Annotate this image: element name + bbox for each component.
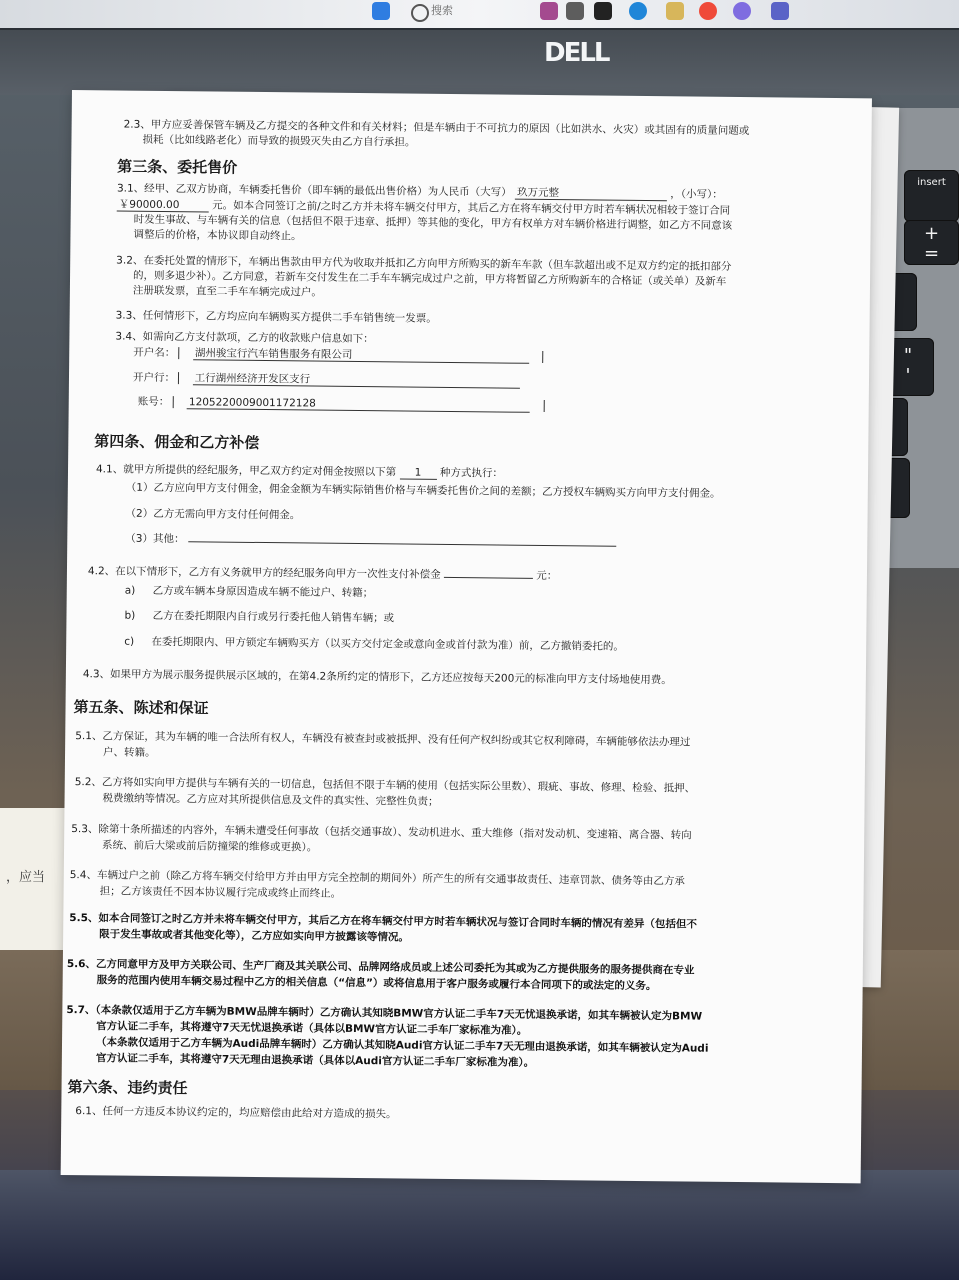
app-icon-7[interactable] <box>733 2 751 20</box>
clause-5-2-line-1: 5.2、乙方将如实向甲方提供与车辆有关的一切信息，包括但不限于车辆的使用（包括实际公里数）、瑕疵、事故、修理、检验、抵押、 <box>74 776 696 795</box>
clause-5-1-line-2: 户、转籍。 <box>103 746 156 759</box>
clause-6-1: 6.1、任何一方违反本协议约定的，均应赔偿由此给对方造成的损失。 <box>75 1105 397 1121</box>
clause-3-2-line-1: 3.2、在委托处置的情形下，车辆出售款由甲方代为收取并抵扣乙方向甲方所购买的新车车款（但车款超出或不足双方约定的抵扣部分 <box>116 254 732 273</box>
clause-4-1-line-1: 4.1、就甲方所提供的经纪服务，甲乙双方约定对佣金按照以下第 1 种方式执行： <box>95 463 503 480</box>
clause-3-1-line-4: 调整后的价格，本协议即自动终止。 <box>133 228 302 243</box>
file-explorer-icon[interactable] <box>666 2 684 20</box>
edge-icon[interactable] <box>629 2 647 20</box>
clause-2-3-line-2: 损耗（比如线路老化）而导致的损毁灭失由乙方自行承担。 <box>142 133 416 149</box>
desk-side-text: ，应当 <box>6 870 46 885</box>
commission-other-field <box>188 541 616 546</box>
section-3-heading: 第三条、委托售价 <box>117 157 238 177</box>
clause-5-3-line-1: 5.3、除第十条所描述的内容外，车辆未遭受任何事故（包括交通事故）、发动机进水、重大维修（指对发动机、变速箱、离合器、转向 <box>71 823 692 842</box>
windows-taskbar <box>0 0 959 30</box>
quote-key: " ' <box>882 338 934 396</box>
commission-method-field: 1 <box>399 466 436 479</box>
clause-3-2-line-3: 注册联发票，直至二手车车辆完成过户。 <box>132 284 322 299</box>
bank-name-row: 开户行： 工行湖州经济开发区支行 <box>133 372 520 389</box>
account-number-value: 1205220009001172128 <box>187 396 530 413</box>
clause-4-2-item-c: c) 在委托期限内、甲方锁定车辆购买方（以买方交付定金或意向金或首付款为准）前，乙方撤销委托的。 <box>124 635 624 653</box>
clause-3-1-line-1: 3.1、经甲、乙双方协商，车辆委托售价（即车辆的最低出售价格）为人民币（大写） 玖万元整 ，（小写）： <box>116 182 723 201</box>
section-5-heading: 第五条、陈述和保证 <box>73 698 209 718</box>
clause-3-1-line-3: 时发生事故、与车辆有关的信息（包括但不限于违章、抵押）等其他的变化，甲方有权单方对车辆价格进行调整，如乙方不同意该 <box>133 213 733 232</box>
dell-logo: DELL <box>544 38 609 68</box>
clause-5-5-line-1: 5.5、如本合同签订之时乙方并未将车辆交付甲方，其后乙方在将车辆交付甲方时若车辆状况与签订合同时车辆的情况有差异（包括但不 <box>69 912 697 931</box>
clause-3-4-intro: 3.4、如需向乙方支付款项，乙方的收款账户信息如下： <box>115 330 374 346</box>
app-icon-1[interactable] <box>540 2 558 20</box>
clause-5-6-line-2: 服务的范围内使用车辆交易过程中乙方的相关信息（“信息”）或将信息用于客户服务或履行本合同项下的或法定的义务。 <box>96 974 657 993</box>
clothing-lower-area <box>0 1170 959 1280</box>
price-uppercase-field: 玖万元整 <box>515 187 667 202</box>
clause-3-3: 3.3、任何情形下，乙方均应向车辆购买方提供二手车销售统一发票。 <box>115 309 437 325</box>
clause-4-2-line-1: 4.2、在以下情形下，乙方有义务就甲方的经纪服务向甲方一次性支付补偿金 元： <box>87 565 558 583</box>
account-name-value: 湖州骏宝行汽车销售服务有限公司 <box>193 347 529 364</box>
clause-5-3-line-2: 系统、前后大梁或前后防撞梁的维修或更换）。 <box>102 839 318 854</box>
clause-5-4-line-1: 5.4、车辆过户之前（除乙方将车辆交付给甲方并由甲方完全控制的期间外）所产生的所有交通事故责任、违章罚款、债务等由乙方承 <box>69 869 686 888</box>
bank-name-value: 工行湖州经济开发区支行 <box>193 372 520 388</box>
search-icon[interactable] <box>411 4 429 22</box>
account-number-row: 账号： 1205220009001172128 <box>138 396 547 413</box>
clause-5-7-line-4: 官方认证二手车，其将遵守7天无理由退换承诺（具体以Audi官方认证二手车厂家标准为准）。 <box>95 1052 535 1069</box>
section-4-heading: 第四条、佣金和乙方补偿 <box>94 432 260 452</box>
compensation-amount-field <box>444 577 533 579</box>
section-6-heading: 第六条、违约责任 <box>67 1078 188 1098</box>
teams-icon[interactable] <box>771 2 789 20</box>
app-icon-3[interactable] <box>594 2 612 20</box>
app-icon-2[interactable] <box>566 2 584 20</box>
clause-5-7-line-2: 官方认证二手车，其将遵守7天无忧退换承诺（具体以BMW官方认证二手车厂家标准为准）。 <box>96 1020 528 1037</box>
clause-3-1-line-2: ￥90000.00 元。如本合同签订之前/之时乙方并未将车辆交付甲方，其后乙方在将车辆交付甲方时若车辆状况相较于签订合同 <box>117 198 730 217</box>
contract-page <box>61 90 872 1183</box>
clause-5-7-line-3: （本条款仅适用于乙方车辆为Audi品牌车辆时）乙方确认其知晓Audi官方认证二手车7天无理由退换承诺，如其车辆被认定为Audi <box>95 1036 709 1055</box>
chrome-icon[interactable] <box>699 2 717 20</box>
plus-equal-key: + = <box>904 220 959 265</box>
clause-5-6-line-1: 5.6、乙方同意甲方及甲方关联公司、生产厂商及其关联公司、品牌网络成员或上述公司委托为其或为乙方提供服务的服务提供商在专业 <box>66 957 695 977</box>
clause-4-3: 4.3、如果甲方为展示服务提供展示区域的，在第4.2条所约定的情形下，乙方还应按每天200元的标准向甲方支付场地使用费。 <box>82 668 672 687</box>
clause-2-3-line-1: 2.3、甲方应妥善保管车辆及乙方提交的各种文件和有关材料；但是车辆由于不可抗力的原因（比如洪水、火灾）或其固有的质量问题或 <box>123 118 750 138</box>
clause-4-2-item-b: b) 乙方在委托期限内自行或另行委托他人销售车辆；或 <box>124 609 395 625</box>
clause-5-5-line-2: 限于发生事故或者其他变化等），乙方应如实向甲方披露该等情况。 <box>99 928 409 944</box>
clause-4-1-option-3: （3）其他： <box>125 533 616 550</box>
clause-5-2-line-2: 税费缴纳等情况。乙方应对其所提供信息及文件的真实性、完整性负责； <box>102 792 439 808</box>
taskbar-search-label: 搜索 <box>431 4 453 17</box>
account-name-row: 开户名： 湖州骏宝行汽车销售服务有限公司 <box>133 347 545 364</box>
windows-start-icon[interactable] <box>372 2 390 20</box>
price-number-field: ￥90000.00 <box>117 198 209 212</box>
clause-5-7-line-1: 5.7、（本条款仅适用于乙方车辆为BMW品牌车辆时）乙方确认其知晓BMW官方认证二手车7天无忧退换承诺，如其车辆被认定为BMW <box>66 1003 703 1023</box>
clause-5-4-line-2: 担；乙方该责任不因本协议履行完成或终止而终止。 <box>99 885 342 900</box>
insert-key: insert <box>904 170 959 222</box>
clause-4-2-item-a: a) 乙方或车辆本身原因造成车辆不能过户、转籍； <box>124 584 374 600</box>
clause-5-1-line-1: 5.1、乙方保证，其为车辆的唯一合法所有权人，车辆没有被查封或被抵押、没有任何产权纠纷或其它权利障碍，车辆能够依法办理过 <box>75 730 691 749</box>
clause-3-2-line-2: 的，则多退少补）。乙方同意，若新车交付发生在二手车车辆完成过户之前，甲方将暂留乙方所购新车的合格证（或关单）及新车 <box>132 269 727 288</box>
clause-4-1-option-2: （2）乙方无需向甲方支付任何佣金。 <box>125 507 301 522</box>
clause-4-1-option-1: （1）乙方应向甲方支付佣金，佣金金额为车辆实际销售价格与车辆委托售价之间的差额；乙方授权车辆购买方向甲方支付佣金。 <box>125 481 721 500</box>
